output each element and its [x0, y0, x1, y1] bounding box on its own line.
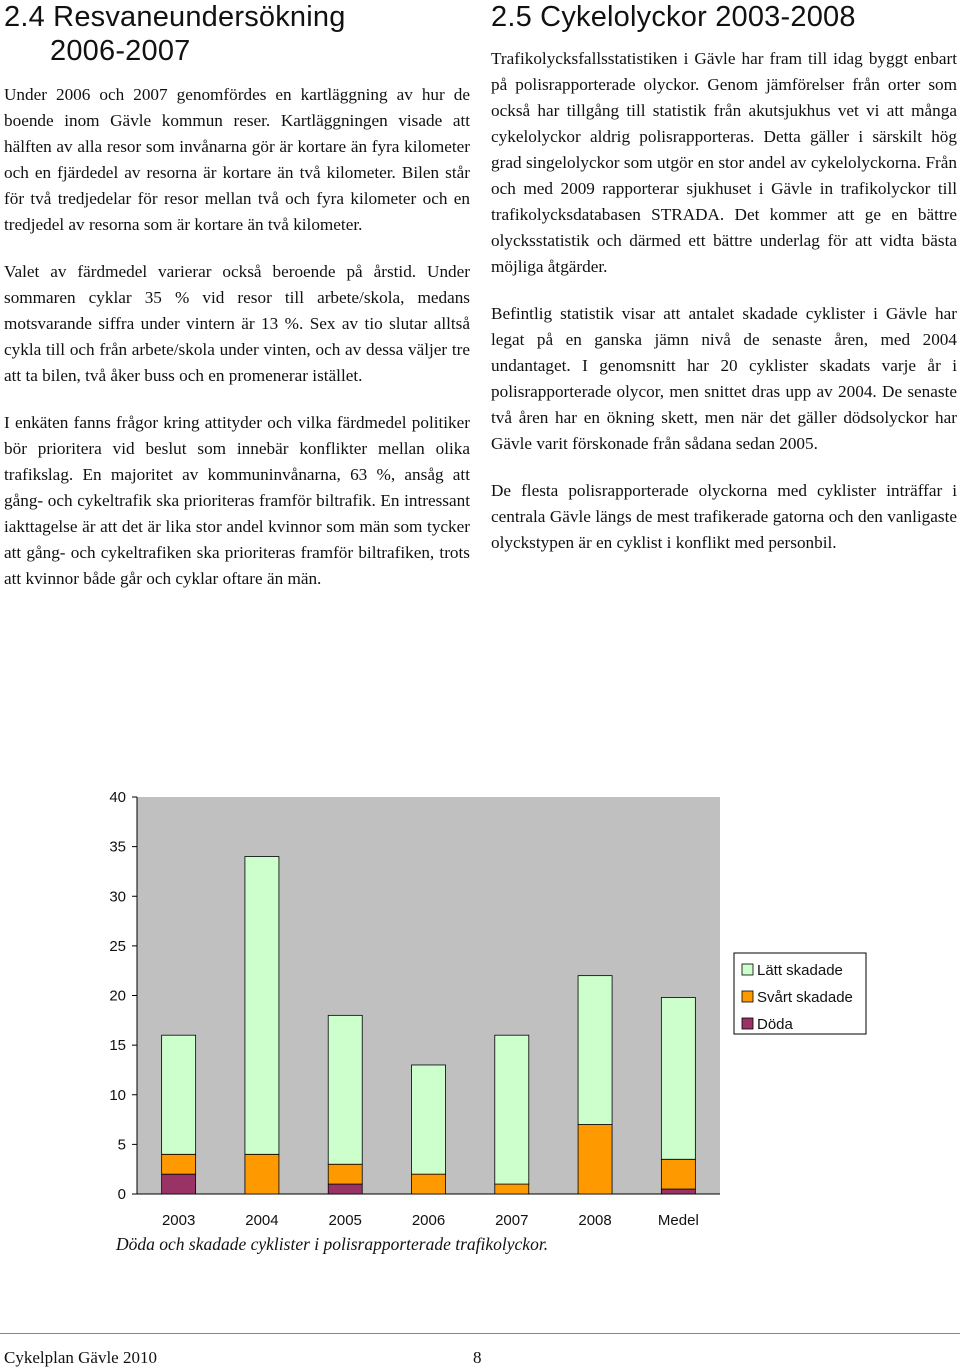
bar-segment-latt-skadade [578, 976, 612, 1125]
bar-segment-doda [162, 1174, 196, 1194]
heading-line-1: 2.4 Resvaneundersökning [4, 1, 346, 33]
section-heading-cykelolyckor: 2.5 Cykelolyckor 2003-2008 [491, 1, 856, 33]
bar-segment-latt-skadade [162, 1035, 196, 1154]
legend-label: Lätt skadade [757, 962, 843, 979]
right-column [491, 0, 957, 556]
bar-segment-svart-skadade [328, 1164, 362, 1184]
paragraph-statistik: Trafikolycksfallsstatistiken i Gävle har fram till idag byggt enbart på polisrapporterade olyckor. Genom jämförelser från orter som också har tillgång till statistik från akutsjukhus vet vi att många cykelolyckor aldrig polisrapporteras. Detta gäller i särskilt hög grad singelolyckor som utgör en stor andel av cykelolyckorna. Från och med 2009 rapporterar sjukhuset i Gävle in trafikolyckor till trafikolycksdatabasen STRADA. Det kommer att ge en bättre olycksstatistik och därmed ett bättre underlag för att vidta bästa möjliga åtgärder. [491, 49, 957, 276]
x-tick-label: 2007 [495, 1212, 529, 1229]
chart-caption: Döda och skadade cyklister i polisrapporterade trafikolyckor. [116, 1234, 549, 1254]
chart-svg [0, 770, 960, 1230]
x-tick-label: 2004 [245, 1212, 279, 1229]
x-tick-label: 2003 [161, 1212, 196, 1229]
bar-segment-svart-skadade [412, 1174, 446, 1194]
x-tick-label: 2005 [328, 1212, 362, 1229]
y-tick-label: 15 [109, 1037, 126, 1055]
legend-label: Döda [757, 1016, 793, 1033]
footer-title: Cykelplan Gävle 2010 [4, 1348, 157, 1367]
bar-segment-doda [328, 1184, 362, 1194]
x-tick-label: 2008 [578, 1212, 612, 1229]
y-tick-label: 30 [109, 888, 126, 906]
section-heading-resvaneundersokning [4, 0, 470, 68]
y-tick-label: 20 [109, 987, 126, 1005]
footer-divider [0, 1333, 960, 1334]
legend-swatch [742, 964, 753, 975]
paragraph-olyckstyp: De flesta polisrapporterade olyckorna med cyklister inträffar i centrala Gävle längs de mest trafikerade gatorna och den vanligaste olyckstypen är en cyklist i konflikt med personbil. [491, 481, 957, 552]
bar-segment-svart-skadade [162, 1154, 196, 1174]
bar-segment-latt-skadade [412, 1065, 446, 1174]
y-tick-label: 25 [109, 937, 126, 955]
x-tick-label: Medel [657, 1212, 699, 1229]
bar-segment-latt-skadade [245, 857, 279, 1155]
y-tick-label: 10 [109, 1086, 126, 1104]
bar-segment-latt-skadade [661, 997, 695, 1159]
bar-segment-svart-skadade [661, 1159, 695, 1189]
bar-segment-svart-skadade [578, 1125, 612, 1194]
x-tick-label: 2006 [411, 1212, 446, 1229]
paragraph-skadade: Befintlig statistik visar att antalet skadade cyklister i Gävle har legat på en ganska jämn nivå de senaste åren, med 2004 undantaget. I genomsnitt har 20 cyklister skadats varje år i polisrapporterade olycor, men snittet dras upp av 2004. De senaste två åren har en ökning skett, men när det gäller dödsolyckor har Gävle varit förskonade från sådana sedan 2005. [491, 304, 957, 453]
legend-swatch [742, 991, 753, 1002]
y-tick-label: 35 [109, 838, 126, 856]
paragraph-fardmedel: Valet av färdmedel varierar också beroende på årstid. Under sommaren cyklar 35 % vid resor till arbete/skola, medans motsvarande siffra under vintern är 13 %. Sex av tio slutar alltså cykla till och från arbete/skola under vinten, och av dessa väljer tre att ta bilen, två åker buss och en promenerar istället. [4, 262, 470, 385]
bar-segment-latt-skadade [328, 1015, 362, 1164]
y-tick-label: 40 [109, 789, 126, 806]
left-column [4, 0, 470, 592]
paragraph-resvanor: Under 2006 och 2007 genomfördes en kartläggning av hur de boende inom Gävle kommun reser. Kartläggningen visade att hälften av alla resor som invånarna gör är kortare än fyra kilometer och en fjärdedel av resorna är kortare än två kilometer. Bilen står för två tredjedelar för resor mellan två och fyra kilometer och en tredjedel av resorna som är kortare än två kilometer. [4, 85, 470, 234]
bar-segment-latt-skadade [495, 1035, 529, 1184]
legend-label: Svårt skadade [757, 989, 853, 1006]
heading-line-2: 2006-2007 [50, 35, 191, 67]
legend-swatch [742, 1018, 753, 1029]
bar-segment-doda [661, 1189, 695, 1194]
page-number: 8 [473, 1348, 482, 1367]
bar-segment-svart-skadade [245, 1154, 279, 1194]
accident-chart [0, 770, 960, 1290]
y-tick-label: 0 [117, 1186, 126, 1203]
y-tick-label: 5 [117, 1136, 126, 1154]
paragraph-attityder: I enkäten fanns frågor kring attityder och vilka färdmedel politiker bör prioritera vid beslut som innebär konflikter mellan olika trafikslag. En majoritet av kommuninvånarna, 63 %, ansåg att gång- och cykeltrafik ska prioriteras framför biltrafik. En intressant iakttagelse är att det är lika stor andel kvinnor som män som tycker att gång- och cykeltrafiken ska prioriteras framför biltrafiken, trots att kvinnor både går och cyklar oftare än män. [4, 413, 470, 588]
bar-segment-svart-skadade [495, 1184, 529, 1194]
